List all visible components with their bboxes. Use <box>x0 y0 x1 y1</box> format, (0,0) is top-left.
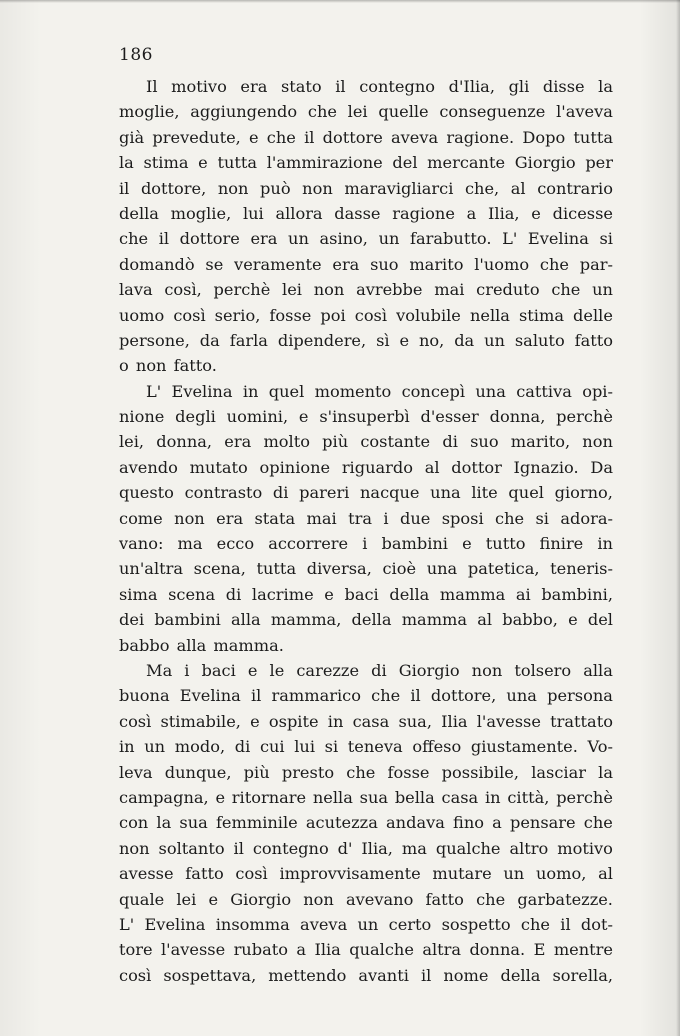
text-line: avesse fatto così improvvisamente mutare un uomo, al <box>119 864 613 884</box>
text-line: babbo alla mamma. <box>119 635 284 655</box>
text-line: un'altra scena, tutta diversa, cioè una patetica, teneris- <box>119 559 613 579</box>
text-line: nione degli uomini, e s'insuperbì d'esser donna, perchè <box>119 407 613 427</box>
text-line: L' Evelina insomma aveva un certo sospetto che il dot- <box>119 914 613 934</box>
text-line: sima scena di lacrime e baci della mamma ai bambini, <box>119 584 613 604</box>
page-right-edge <box>676 0 680 1036</box>
text-line: leva dunque, più presto che fosse possibile, lasciar la <box>119 762 613 782</box>
text-line: lei, donna, era molto più costante di suo marito, non <box>119 432 613 452</box>
text-line: il dottore, non può non maravigliarci che, al contrario <box>119 178 613 198</box>
text-line: non soltanto il contegno d' Ilia, ma qualche altro motivo <box>119 838 613 858</box>
text-line: così sospettava, mettendo avanti il nome della sorella, <box>119 965 613 985</box>
body-text <box>119 74 613 988</box>
text-line: dei bambini alla mamma, della mamma al babbo, e del <box>119 610 613 630</box>
text-line: come non era stata mai tra i due sposi che si adora- <box>119 508 613 528</box>
text-line: lava così, perchè lei non avrebbe mai creduto che un <box>119 280 613 300</box>
page-top-edge <box>0 0 680 3</box>
text-line: con la sua femminile acutezza andava fino a pensare che <box>119 813 613 833</box>
text-line: così stimabile, e ospite in casa sua, Ilia l'avesse trattato <box>119 711 613 731</box>
text-line: in un modo, di cui lui si teneva offeso giustamente. Vo- <box>119 737 613 757</box>
text-line: L' Evelina in quel momento concepì una cattiva opi- <box>146 381 613 401</box>
text-line: campagna, e ritornare nella sua bella casa in città, perchè <box>119 787 613 807</box>
text-line: persone, da farla dipendere, sì e no, da un saluto fatto <box>119 330 613 350</box>
text-line: già prevedute, e che il dottore aveva ragione. Dopo tutta <box>119 127 613 147</box>
text-line: questo contrasto di pareri nacque una lite quel giorno, <box>119 483 613 503</box>
text-line: buona Evelina il rammarico che il dottore, una persona <box>119 686 613 706</box>
text-line: domandò se veramente era suo marito l'uomo che par- <box>119 254 613 274</box>
page-number: 186 <box>119 45 153 65</box>
text-line: che il dottore era un asino, un farabutto. L' Evelina si <box>119 229 613 249</box>
text-line: vano: ma ecco accorrere i bambini e tutto finire in <box>119 534 613 554</box>
text-line: quale lei e Giorgio non avevano fatto che garbatezze. <box>119 889 613 909</box>
text-line: la stima e tutta l'ammirazione del mercante Giorgio per <box>119 153 613 173</box>
text-line: Ma i baci e le carezze di Giorgio non tolsero alla <box>146 660 613 680</box>
text-line: della moglie, lui allora dasse ragione a Ilia, e dicesse <box>119 203 613 223</box>
text-line: tore l'avesse rubato a Ilia qualche altra donna. E mentre <box>119 940 613 960</box>
text-line: o non fatto. <box>119 356 217 376</box>
text-line: Il motivo era stato il contegno d'Ilia, gli disse la <box>146 77 613 96</box>
text-line: avendo mutato opinione riguardo al dottor Ignazio. Da <box>119 457 613 477</box>
text-line: moglie, aggiungendo che lei quelle conseguenze l'aveva <box>119 102 613 122</box>
text-line: uomo così serio, fosse poi così volubile nella stima delle <box>119 305 613 325</box>
